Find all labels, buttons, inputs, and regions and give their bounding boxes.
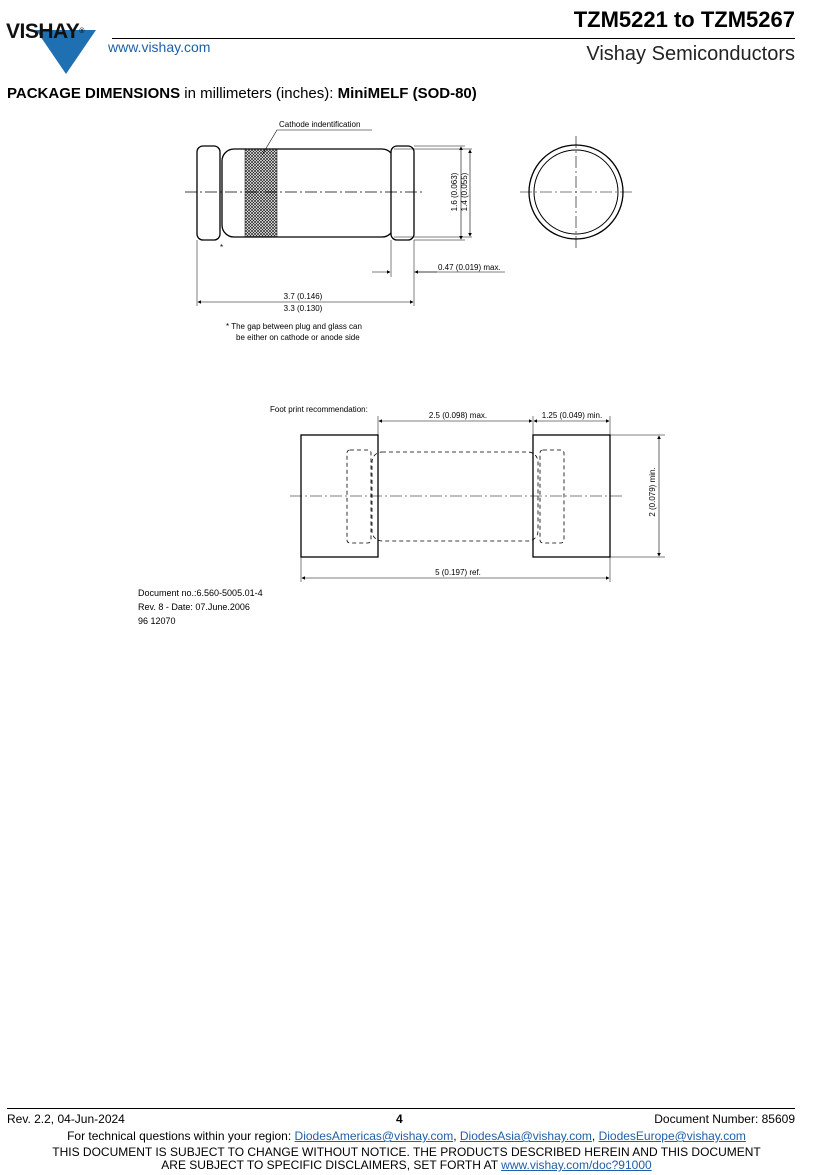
- footprint-label: Foot print recommendation:: [270, 405, 368, 414]
- footer-revision: Rev. 2.2, 04-Jun-2024: [7, 1112, 125, 1126]
- cathode-label: Cathode indentification: [279, 120, 361, 129]
- page-number: 4: [396, 1112, 403, 1126]
- email-asia-link[interactable]: DiodesAsia@vishay.com: [459, 1129, 592, 1143]
- svg-text:1.4 (0.055): 1.4 (0.055): [460, 172, 469, 212]
- note-line-2: be either on cathode or anode side: [236, 333, 360, 342]
- email-americas-link[interactable]: DiodesAmericas@vishay.com: [294, 1129, 454, 1143]
- company-name: Vishay Semiconductors: [586, 43, 795, 65]
- footer-divider: [7, 1108, 795, 1109]
- doc-info-number: Document no.:6.560-5005.01-4: [138, 588, 263, 598]
- footer-contacts: For technical questions within your region: DiodesAmericas@vishay.com, DiodesAsia@vishay.com, DiodesEurope@vishay.com: [67, 1129, 746, 1143]
- svg-text:0.47 (0.019) max.: 0.47 (0.019) max.: [438, 263, 501, 272]
- svg-text:5 (0.197) ref.: 5 (0.197) ref.: [435, 568, 481, 577]
- svg-text:*: *: [220, 243, 224, 252]
- vishay-logo-text: VISHAY®: [6, 20, 84, 43]
- cathode-band: [245, 149, 277, 237]
- doc-info-revision: Rev. 8 - Date: 07.June.2006: [138, 602, 250, 612]
- svg-text:1.6 (0.063): 1.6 (0.063): [450, 172, 459, 212]
- footer-notice-line-1: THIS DOCUMENT IS SUBJECT TO CHANGE WITHOUT NOTICE. THE PRODUCTS DESCRIBED HEREIN AND THIS DOCUMENT: [52, 1145, 761, 1159]
- svg-text:2.5 (0.098) max.: 2.5 (0.098) max.: [428, 411, 488, 420]
- right-cap: [391, 146, 414, 240]
- svg-text:3.7 (0.146): 3.7 (0.146): [283, 292, 323, 301]
- disclaimer-link[interactable]: www.vishay.com/doc?91000: [501, 1158, 652, 1172]
- svg-text:3.3 (0.130): 3.3 (0.130): [283, 304, 323, 313]
- note-line-1: * The gap between plug and glass can: [226, 322, 362, 331]
- section-title: PACKAGE DIMENSIONS in millimeters (inches): MiniMELF (SOD-80): [7, 85, 477, 102]
- left-cap: [197, 146, 220, 240]
- svg-text:1.25 (0.049) min.: 1.25 (0.049) min.: [541, 411, 603, 420]
- website-link[interactable]: www.vishay.com: [108, 39, 211, 55]
- doc-info-code: 96 12070: [138, 616, 176, 626]
- svg-text:2 (0.079) min.: 2 (0.079) min.: [648, 467, 657, 517]
- email-europe-link[interactable]: DiodesEurope@vishay.com: [598, 1129, 746, 1143]
- footer-notice-line-2: ARE SUBJECT TO SPECIFIC DISCLAIMERS, SET FORTH AT www.vishay.com/doc?91000: [161, 1158, 652, 1172]
- document-title: TZM5221 to TZM5267: [573, 7, 795, 32]
- footer-document-number: Document Number: 85609: [654, 1112, 795, 1126]
